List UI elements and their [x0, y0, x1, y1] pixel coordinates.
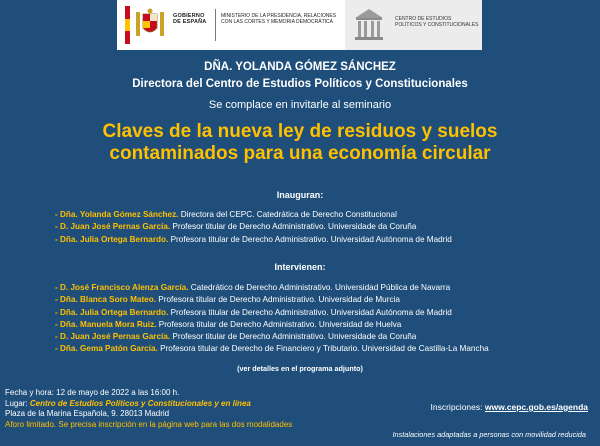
host-name: DÑA. YOLANDA GÓMEZ SÁNCHEZ	[204, 61, 396, 73]
speaker-desc: Profesor titular de Derecho Administrativo. Universidade da Coruña	[170, 332, 417, 342]
speaker-name: - Dña. Julia Ortega Bernardo.	[55, 307, 169, 317]
gov-label: GOBIERNO DE ESPAÑA	[173, 13, 207, 25]
inauguran-heading: Inauguran:	[276, 190, 324, 200]
list-item	[55, 234, 600, 246]
spain-flag-icon	[125, 6, 130, 44]
logo-divider	[215, 9, 216, 41]
intervienen-heading: Intervienen:	[274, 262, 326, 272]
speaker-desc: Profesora titular de Derecho Administrativo. Universidad Autónoma de Madrid	[168, 234, 452, 244]
title-line-2: contaminados para una economía circular	[109, 143, 491, 164]
speaker-desc: Profesora titular de Derecho de Financiero y Tributario. Universidad de Castilla-La Mancha	[157, 344, 489, 354]
inauguran-list	[55, 209, 600, 246]
intervienen-list	[55, 282, 600, 356]
speaker-desc: Profesora titular de Derecho Administrativo. Universidad de Murcia	[156, 295, 400, 305]
invite-text: Se complace en invitarle al seminario	[208, 99, 392, 111]
registration-link[interactable]: www.cepc.gob.es/agenda	[484, 402, 588, 412]
cepc-logo	[345, 0, 482, 50]
details-note: (ver detalles en el programa adjunto)	[237, 364, 363, 373]
speaker-desc: Profesora titular de Derecho Administrativo. Universidad Autónoma de Madrid	[168, 307, 452, 317]
location-place: Centro de Estudios Políticos y Constitucionales y en línea	[29, 398, 251, 408]
list-item	[55, 319, 600, 331]
speaker-name: - D. Juan José Pernas García.	[55, 222, 171, 232]
speaker-name: - Dña. Gema Patón García.	[55, 344, 158, 354]
list-item	[55, 331, 600, 343]
date-time: Fecha y hora: 12 de mayo de 2022 a las 16:00 h.	[5, 388, 180, 397]
header-logos	[117, 0, 482, 50]
list-item	[55, 282, 600, 294]
capacity-note: Aforo limitado. Se precisa inscripción en la página web para las dos modalidades	[5, 419, 293, 429]
speaker-name: - Dña. Julia Ortega Bernardo.	[55, 234, 169, 244]
list-item	[55, 343, 600, 355]
host-role: Directora del Centro de Estudios Políticos y Constitucionales	[132, 78, 468, 90]
title-line-1: Claves de la nueva ley de residuos y suelos	[102, 121, 498, 142]
speaker-name: - Dña. Manuela Mora Ruiz.	[55, 319, 157, 329]
event-info	[5, 388, 365, 430]
location	[5, 399, 365, 410]
list-item	[55, 307, 600, 319]
building-icon	[353, 6, 385, 44]
list-item	[55, 221, 600, 233]
center-label: CENTRO DE ESTUDIOS POLÍTICOS Y CONSTITUCIONALES	[395, 16, 479, 28]
list-item	[55, 209, 600, 221]
speaker-desc: Catedrático de Derecho Administrativo. Universidad Pública de Navarra	[188, 283, 451, 292]
location-label: Lugar:	[5, 398, 30, 408]
speaker-desc: Directora del CEPC. Catedrática de Derecho Constitucional	[178, 210, 397, 219]
speaker-name: - Dña. Yolanda Gómez Sánchez.	[55, 210, 179, 219]
speaker-name: - D. José Francisco Alenza García.	[55, 283, 189, 292]
address: Plaza de la Marina Española, 9. 28013 Madrid	[5, 409, 170, 418]
speaker-name: - D. Juan José Pernas García.	[55, 332, 171, 342]
registration-label: Inscripciones:	[430, 402, 485, 412]
speaker-name: - Dña. Blanca Soro Mateo.	[55, 295, 156, 305]
list-item	[55, 294, 600, 306]
ministry-label: MINISTERIO DE LA PRESIDENCIA, RELACIONES CON LAS CORTES Y MEMORIA DEMOCRÁTICA	[221, 13, 337, 25]
government-logo	[117, 0, 345, 50]
registration	[431, 402, 588, 412]
seminar-title	[0, 121, 600, 165]
speaker-desc: Profesora titular de Derecho Administrativo. Universidad de Huelva	[156, 319, 402, 329]
accessibility-note: Instalaciones adaptadas a personas con movilidad reducida	[392, 430, 586, 439]
speaker-desc: Profesor titular de Derecho Administrativo. Universidade da Coruña	[170, 222, 417, 232]
coat-of-arms-icon	[133, 8, 167, 42]
